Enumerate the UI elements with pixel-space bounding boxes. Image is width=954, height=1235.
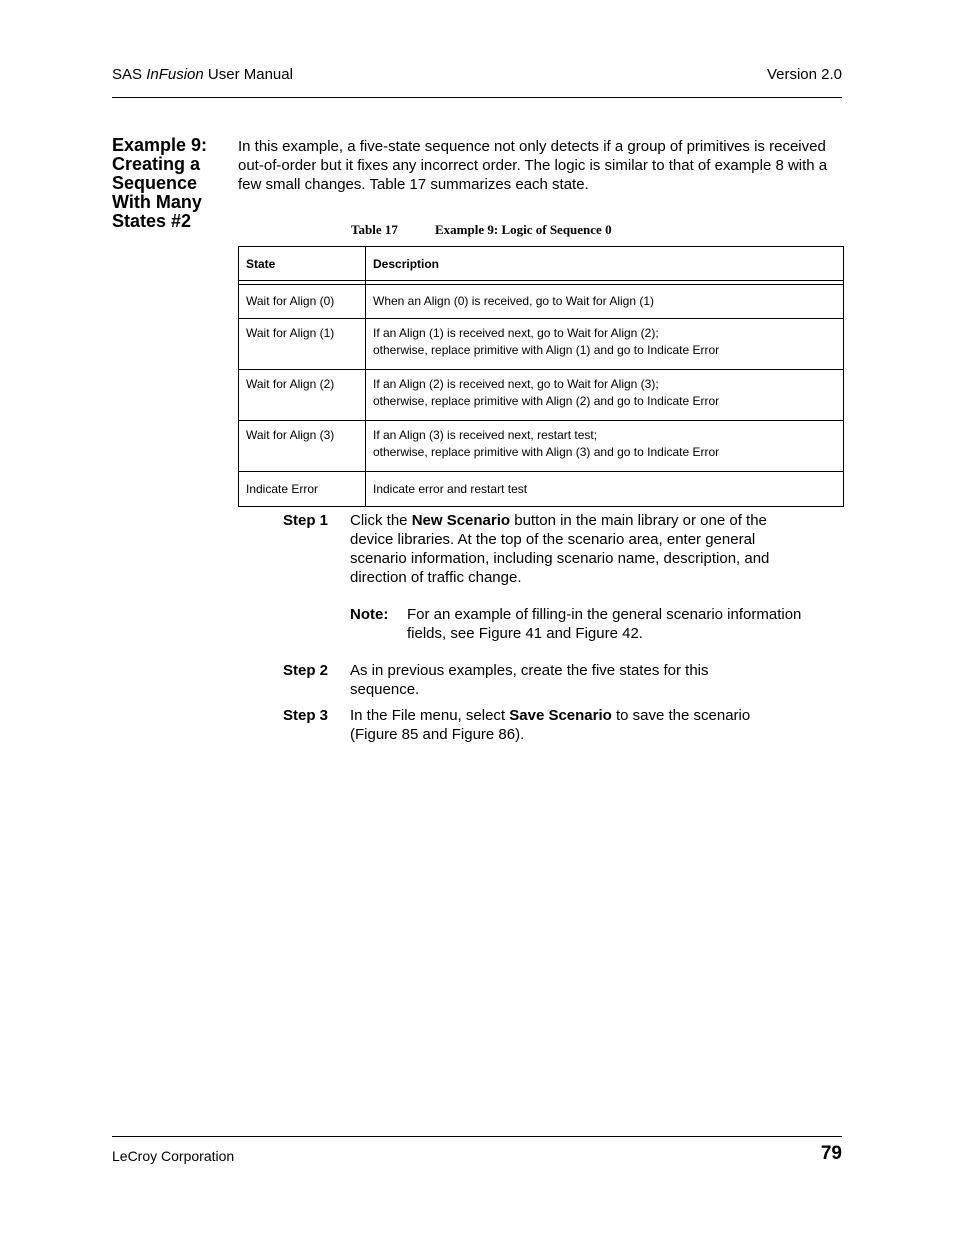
header-rule [112,97,842,98]
state-cell: Wait for Align (2) [239,370,366,421]
table-row [239,370,844,421]
description-cell [366,285,844,319]
description-line: otherwise, replace primitive with Align (1) and go to Indicate Error [373,343,720,357]
step-text-post: to save the scenario (Figure 85 and Figure 86). [350,707,751,743]
description-cell [366,370,844,421]
section-heading-line: Sequence [112,173,198,193]
running-header-version: Version 2.0 [766,66,842,83]
section-heading [112,136,232,231]
step-text-pre: As in previous examples, create the five states for this sequence. [350,662,709,698]
state-cell: Indicate Error [239,472,366,507]
header-suffix: User Manual [203,66,293,83]
state-cell: Wait for Align (0) [239,285,366,319]
section-heading-line: States #2 [112,211,192,231]
footer-company: LeCroy Corporation [112,1148,235,1164]
table-number: Table 17 [351,222,398,237]
description-line: If an Align (3) is received next, restart test; [373,428,598,442]
state-cell: Wait for Align (1) [239,319,366,370]
description-line: Indicate error and restart test [373,481,528,496]
description-line: When an Align (0) is received, go to Wait for Align (1) [373,294,655,308]
running-header-title [112,66,293,83]
page-number: 79 [820,1143,842,1164]
step-ui-term: New Scenario [411,512,511,529]
intro-paragraph: In this example, a five-state sequence not only detects if a group of primitives is received out-of-order but it fixes any incorrect order. The logic is similar to that of example 8 with a few small changes. Table 17 summarizes each state. [238,138,828,193]
description-line: otherwise, replace primitive with Align (3) and go to Indicate Error [373,445,720,459]
note-label: Note: [350,606,389,623]
table-caption [351,222,612,238]
header-prefix: SAS [112,66,147,83]
step-label: Step 1 [283,512,329,529]
footer-rule [112,1136,842,1137]
column-header-state: State [239,247,366,281]
column-header-description: Description [366,247,844,281]
table-title: Example 9: Logic of Sequence 0 [435,222,612,237]
table-row [239,285,844,319]
step-text [350,511,790,587]
description-line: If an Align (2) is received next, go to Wait for Align (3); [373,377,659,391]
table-header-row [239,247,844,281]
description-line: If an Align (1) is received next, go to Wait for Align (2); [373,326,659,340]
step-text-pre: Click the [350,512,412,529]
step-text-pre: In the File menu, select [350,707,510,724]
table-row [239,421,844,472]
state-cell: Wait for Align (3) [239,421,366,472]
description-line: otherwise, replace primitive with Align (2) and go to Indicate Error [373,394,720,408]
table-row [239,472,844,507]
step-label: Step 3 [283,707,329,724]
step-label: Step 2 [283,662,329,679]
header-product-name: InFusion [146,66,204,83]
logic-table [238,246,844,507]
table-row [239,319,844,370]
step-ui-term: Save Scenario [509,707,612,724]
section-heading-line: Example 9: [112,135,208,155]
step-text [350,661,750,699]
description-cell [366,319,844,370]
step-text-post: button in the main library or one of the device libraries. At the top of the scenario area, enter general scenario information, including scenario name, description, and direction of traffic change. [350,512,770,586]
description-cell [366,472,844,507]
note-text: For an example of filling-in the general scenario information fields, see Figure 41 and Figure 42. [407,606,802,642]
step-text [350,706,780,744]
section-heading-line: Creating a [112,154,201,174]
description-cell [366,421,844,472]
section-heading-line: With Many [112,192,202,212]
